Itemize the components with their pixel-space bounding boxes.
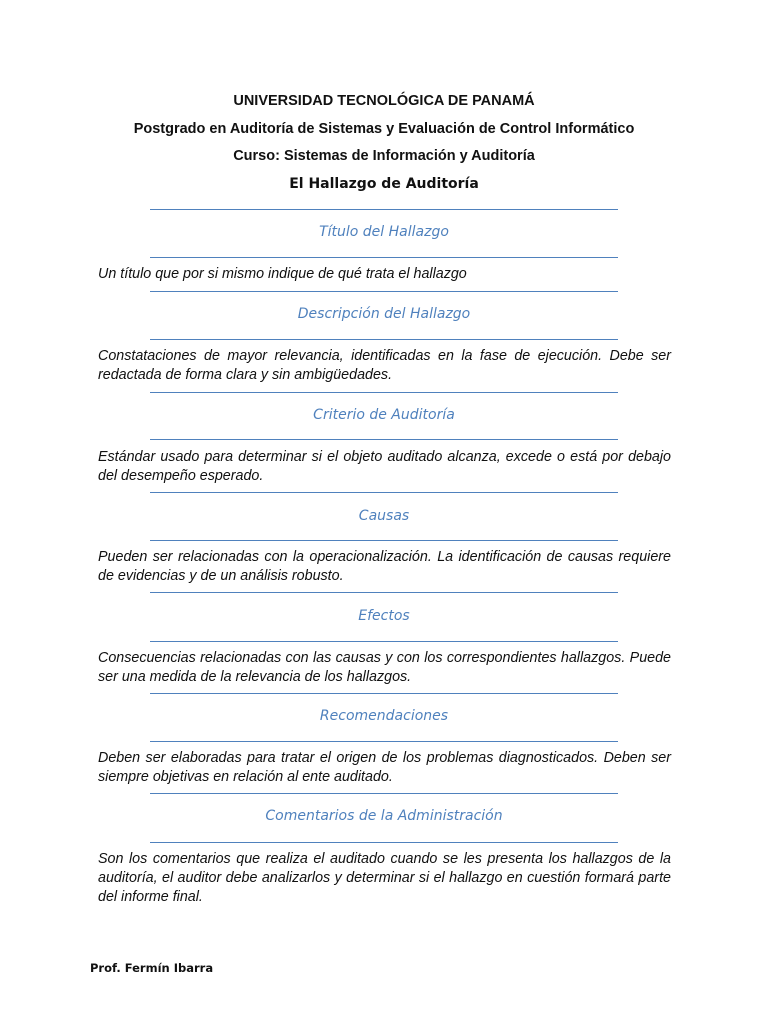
section-text: Pueden ser relacionadas con la operacionalización. La identificación de causas requiere de evidencias y de un análisis robusto. <box>98 549 671 584</box>
section-text: Deben ser elaboradas para tratar el origen de los problemas diagnosticados. Deben ser siempre objetivas en relación al ente auditado. <box>98 750 671 785</box>
divider-bottom <box>150 257 618 258</box>
section-text: Estándar usado para determinar si el objeto auditado alcanza, excede o está por debajo del desempeño esperado. <box>98 449 671 484</box>
section-title: Causas <box>358 508 410 524</box>
divider-bottom <box>150 842 618 843</box>
section-text: Consecuencias relacionadas con las causas y con los correspondientes hallazgos. Puede ser una medida de la relevancia de los hallazgos. <box>98 650 671 685</box>
divider-top <box>150 291 618 292</box>
divider-top <box>150 392 618 393</box>
divider-bottom <box>150 741 618 742</box>
section-text: Un título que por si mismo indique de qué trata el hallazgo <box>98 266 467 282</box>
section-title: Criterio de Auditoría <box>313 407 455 423</box>
section-title: Efectos <box>358 608 410 624</box>
section-title: Descripción del Hallazgo <box>297 306 471 322</box>
university-name: UNIVERSIDAD TECNOLÓGICA DE PANAMÁ <box>233 93 535 109</box>
course-name: Curso: Sistemas de Información y Auditoría <box>233 148 535 164</box>
divider-top <box>150 492 618 493</box>
section-title: Recomendaciones <box>319 708 449 724</box>
program-name: Postgrado en Auditoría de Sistemas y Evaluación de Control Informático <box>133 121 635 137</box>
author-footer: Prof. Fermín Ibarra <box>90 961 214 975</box>
section-text: Son los comentarios que realiza el auditado cuando se les presenta los hallazgos de la auditoría, el auditor debe analizarlos y determinar si el hallazgo en cuestión formará parte del informe final. <box>98 851 671 905</box>
divider-top <box>150 793 618 794</box>
divider-bottom <box>150 439 618 440</box>
divider-bottom <box>150 540 618 541</box>
divider-top <box>150 209 618 210</box>
section-title: Comentarios de la Administración <box>265 808 503 824</box>
section-title: Título del Hallazgo <box>319 224 449 240</box>
divider-bottom <box>150 339 618 340</box>
divider-top <box>150 592 618 593</box>
section-text: Constataciones de mayor relevancia, identificadas en la fase de ejecución. Debe ser redactada de forma clara y sin ambigüedades. <box>98 348 671 383</box>
divider-top <box>150 693 618 694</box>
document-title: El Hallazgo de Auditoría <box>289 176 479 192</box>
divider-bottom <box>150 641 618 642</box>
